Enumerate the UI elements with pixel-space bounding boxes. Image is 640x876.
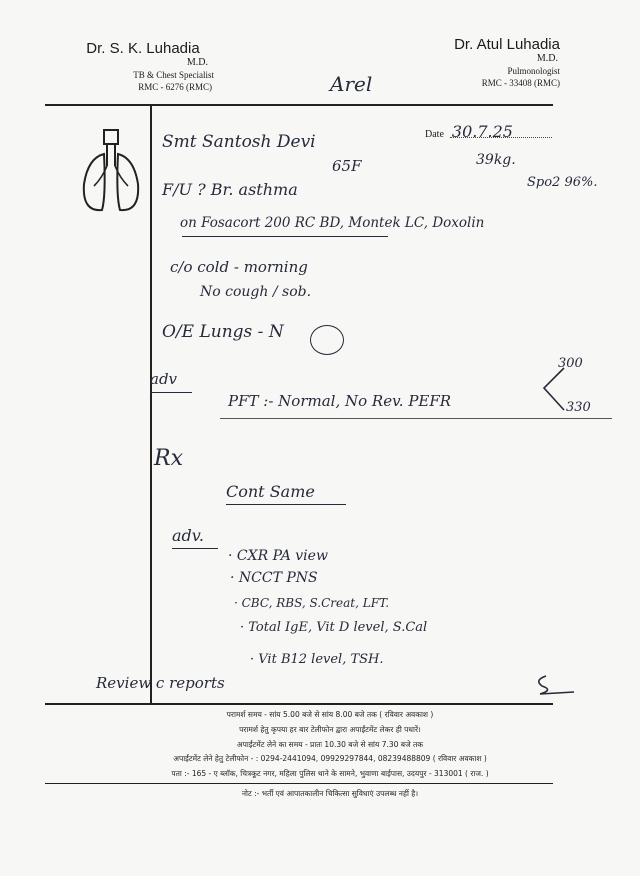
test-item: · CBC, RBS, S.Creat, LFT. — [234, 596, 390, 610]
bottom-rule — [45, 703, 553, 705]
adv-underline — [150, 392, 192, 393]
adv2-label: adv. — [172, 526, 205, 545]
doctor-right-block — [420, 36, 560, 89]
patient-name: Smt Santosh Devi — [162, 132, 316, 152]
date-value: 30.7.25 — [451, 122, 513, 141]
doctor-right-specialty: Pulmonologist — [507, 66, 560, 76]
pefr-value-2: 330 — [566, 400, 591, 415]
normal-circle — [310, 325, 344, 355]
date-underline — [450, 137, 552, 138]
doctor-left-reg: RMC - 6276 (RMC) — [138, 82, 212, 92]
signature — [528, 672, 580, 698]
test-item: · Vit B12 level, TSH. — [250, 652, 384, 667]
continue-note: Cont Same — [226, 482, 315, 501]
continue-underline — [226, 504, 346, 505]
adv-label: adv — [150, 370, 178, 388]
footer-appointment-time: अपाईंटमेंट लेने का समय - प्रातः 10.30 बजे से सांय 7.30 बजे तक — [236, 740, 424, 749]
doctor-right-name: Dr. Atul Luhadia — [454, 36, 560, 53]
doctor-left-degree: M.D. — [186, 57, 208, 68]
doctor-left-name: Dr. S. K. Luhadia — [86, 40, 200, 57]
complaint-note: c/o cold - morning — [170, 258, 308, 276]
patient-weight: 39kg. — [476, 152, 516, 168]
pft-separator — [220, 418, 612, 419]
doctor-right-degree: M.D. — [536, 53, 558, 64]
top-rule — [45, 104, 553, 106]
patient-age-sex: 65F — [332, 157, 362, 175]
footer-timing: परामर्श समय - सांय 5.00 बजे से सांय 8.00 बजे तक ( रविवार अवकाश ) — [226, 710, 434, 719]
footer-phone: अपाईंटमेंट लेने हेतु टेलीफोन - : 0294-2441094, 09929297844, 08239488809 ( रविवार अवकाश ) — [173, 754, 487, 763]
pefr-value-1: 300 — [558, 356, 583, 371]
footer-address: पता :- 165 - ए ब्लॉक, चित्रकूट नगर, महिला पुलिस थाने के सामने, भुवाणा बाईपास, उदयपुर - 313001 ( राज. ) — [171, 769, 489, 778]
adv2-underline — [172, 548, 218, 549]
left-margin-rule — [150, 104, 152, 704]
date-row — [425, 122, 513, 142]
header-scribble: Arel — [330, 72, 373, 96]
test-item: · Total IgE, Vit D level, S.Cal — [240, 620, 428, 635]
test-item: · NCCT PNS — [230, 570, 318, 586]
doctor-left-block — [58, 40, 228, 93]
medications-underline — [182, 236, 388, 237]
complaint-note-2: No cough / sob. — [200, 284, 312, 300]
test-item: · CXR PA view — [228, 548, 328, 564]
date-label: Date — [425, 129, 444, 140]
rx-symbol: Rx — [154, 446, 183, 471]
medications-note: on Fosacort 200 RC BD, Montek LC, Doxolin — [180, 215, 485, 231]
footer-note: नोट :- भर्ती एवं आपातकालीन चिकित्सा सुविधाएं उपलब्ध नहीं है। — [241, 789, 419, 798]
doctor-right-reg: RMC - 33408 (RMC) — [481, 78, 560, 88]
diagnosis-note: F/U ? Br. asthma — [162, 180, 298, 199]
footer-appointment-note: परामर्श हेतु कृपया हर बार टेलीफोन द्वारा अपाईंटमेंट लेकर ही पधारें। — [239, 725, 421, 734]
pefr-bracket — [540, 366, 566, 412]
doctor-left-specialty: TB & Chest Specialist — [133, 70, 214, 80]
footer-rule — [45, 783, 553, 784]
exam-note: O/E Lungs - N — [162, 322, 284, 342]
patient-spo2: Spo2 96%. — [527, 175, 598, 190]
review-note: Review c reports — [96, 674, 225, 692]
pft-note: PFT :- Normal, No Rev. PEFR — [228, 392, 452, 410]
lungs-logo — [80, 126, 142, 218]
